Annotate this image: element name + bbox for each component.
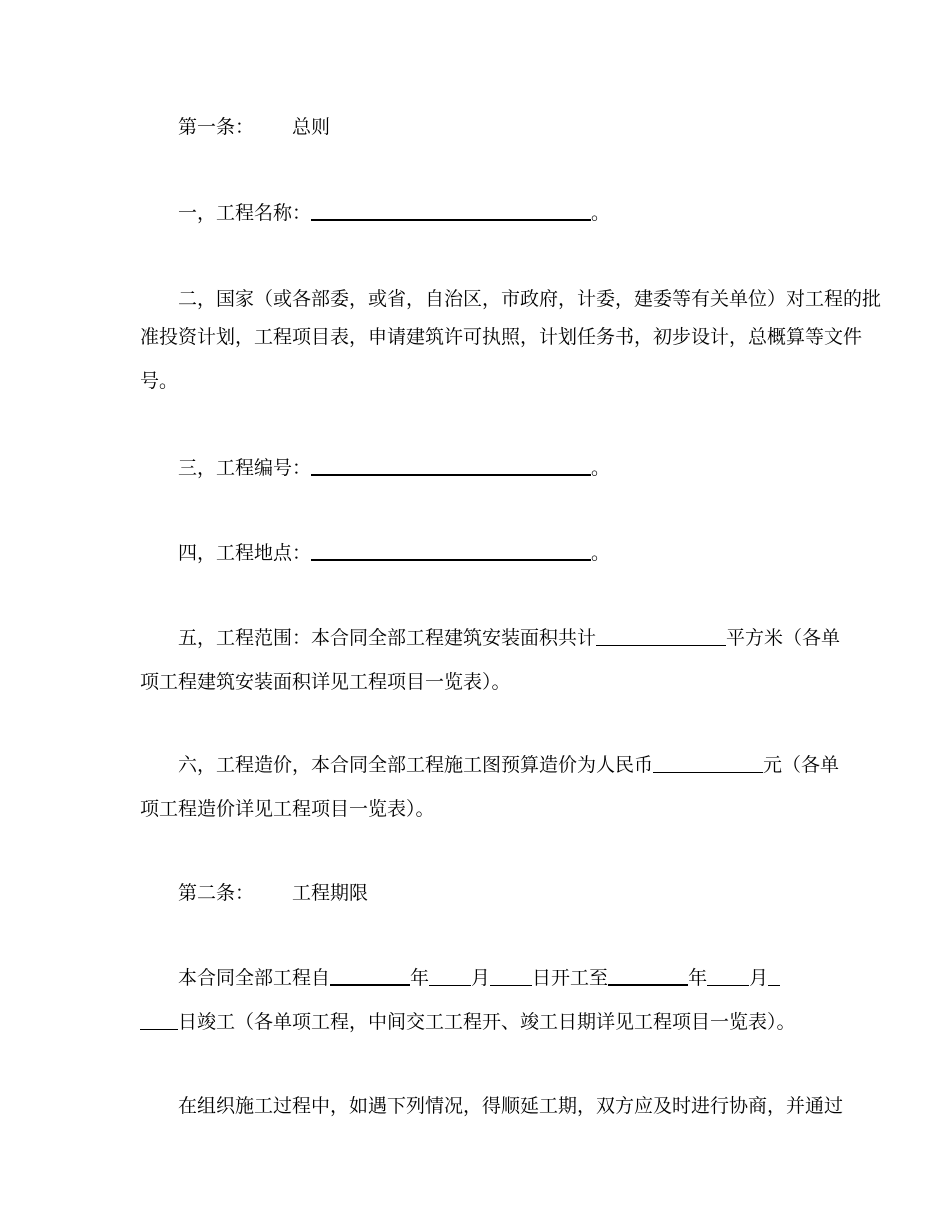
project-number-line [178,456,858,480]
end-month-blank [707,967,749,986]
item-2-line-2: 准投资计划，工程项目表，申请建筑许可执照，计划任务书，初步设计，总概算等文件 [140,326,863,348]
period-line-2 [140,1010,820,1034]
project-location-blank [311,541,591,561]
completion-text: 日竣工（各单项工程，中间交工工程开、竣工日期详见工程项目一览表）。 [178,1011,796,1033]
item-2-line-3: 号。 [140,370,179,392]
project-number-label: 三，工程编号： [178,457,312,479]
project-name-label: 一，工程名称： [178,202,312,224]
end-day-blank-start [768,967,780,986]
project-location-line [178,541,858,565]
project-name-line [178,201,858,225]
period-mark: 。 [591,542,611,564]
period-line-1 [178,966,858,990]
project-name-blank [311,201,591,221]
period-mark: 。 [591,457,611,479]
month-label: 月 [471,967,491,989]
project-location-label: 四，工程地点： [178,542,312,564]
article-1-heading [178,115,858,139]
month-label: 月 [749,967,769,989]
article-1-title: 总则 [292,116,331,138]
cost-suffix: 元（各单 [763,754,840,776]
article-2-number: 第二条： [178,882,255,904]
item-5-line-1 [178,626,841,650]
item-6-line-2: 项工程造价详见工程项目一览表）。 [140,798,435,820]
area-blank [596,627,726,646]
year-label: 年 [410,967,430,989]
delay-line-1: 在组织施工过程中，如遇下列情况，得顺延工期，双方应及时进行协商，并通过 [178,1095,844,1117]
start-month-blank [429,967,471,986]
scope-prefix: 五，工程范围：本合同全部工程建筑安装面积共计 [178,627,597,649]
cost-blank [653,754,763,773]
start-to-label: 日开工至 [532,967,609,989]
article-2-title: 工程期限 [292,882,369,904]
end-day-blank-cont [140,1011,178,1030]
project-number-blank [311,456,591,476]
item-6-line-1 [178,753,840,777]
scope-suffix: 平方米（各单 [726,627,841,649]
year-label: 年 [688,967,708,989]
start-year-blank [330,966,410,986]
cost-prefix: 六，工程造价，本合同全部工程施工图预算造价为人民币 [178,754,654,776]
period-start-label: 本合同全部工程自 [178,967,331,989]
start-day-blank [490,967,532,986]
item-5-line-2: 项工程建筑安装面积详见工程项目一览表）。 [140,671,511,693]
item-2-line-1: 二，国家（或各部委，或省，自治区，市政府，计委，建委等有关单位）对工程的批 [178,288,882,310]
article-1-number: 第一条： [178,116,255,138]
end-year-blank [608,966,688,986]
article-2-heading [178,881,858,905]
period-mark: 。 [591,202,611,224]
